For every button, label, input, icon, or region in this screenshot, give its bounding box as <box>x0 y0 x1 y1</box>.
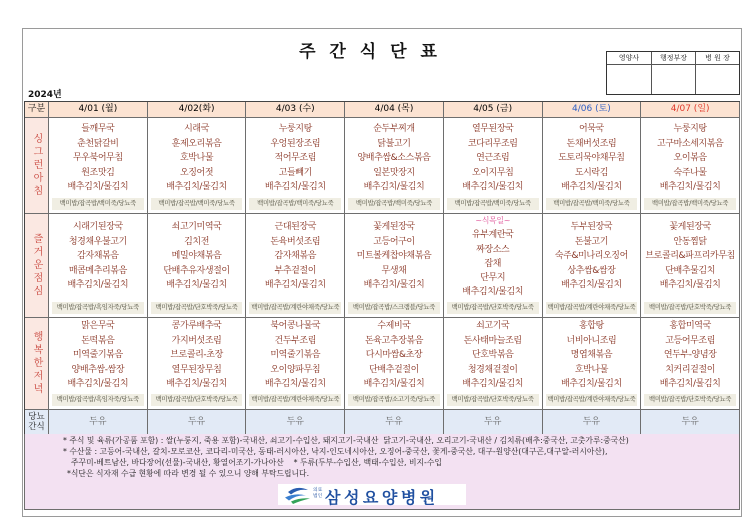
menu-item: 브로콜리&파프리카무침 <box>645 251 735 261</box>
rice-options: 백미밥/잡곡밥/계란야채죽/당뇨죽 <box>249 302 341 314</box>
rice-options: 백미밥/잡곡밥/단호박죽/당뇨죽 <box>447 302 539 314</box>
day-label: 4/03 (수) <box>275 104 315 114</box>
menu-item: 어묵국 <box>578 124 604 134</box>
meal-label: 즐거운점심 <box>31 233 42 298</box>
snack-item: 두유 <box>345 410 444 435</box>
menu-item: 배추김치/물김치 <box>363 280 425 290</box>
origin-note-soy: * 두류(두부-수입산, 백태-수입산, 비지-수입 <box>293 458 442 467</box>
menu-item: 오징어젓 <box>179 167 214 178</box>
day-header <box>444 102 543 118</box>
rice-options: 백미밥/잡곡밥/단호박죽/당뇨죽 <box>151 394 243 406</box>
rice-options: 백미밥/잡곡밥/흑임자죽/당뇨죽 <box>52 302 144 314</box>
menu-items <box>444 118 542 195</box>
menu-item: 오이양파무침 <box>270 364 321 375</box>
menu-item: 수제비국 <box>377 321 411 331</box>
menu-items <box>641 318 739 392</box>
menu-item: 감자채볶음 <box>274 251 317 261</box>
hospital-emblem-icon <box>283 486 311 504</box>
menu-items <box>641 214 739 293</box>
menu-item: 양배추쌈-쌈장 <box>71 364 125 375</box>
snack-label-cell <box>25 410 49 435</box>
menu-item: 배추김치/물김치 <box>561 379 622 389</box>
rice-options: 백미밥/잡곡밥/백미죽/당뇨죽 <box>348 198 440 210</box>
menu-items <box>345 118 443 195</box>
menu-item: 열무된장국 <box>471 124 514 134</box>
menu-item: 돈채버섯조림 <box>566 138 617 149</box>
rice-options: 백미밥/잡곡밥/백미죽/당뇨죽 <box>151 198 243 210</box>
menu-item: 배추김치/물김치 <box>462 182 524 192</box>
menu-item: 다시마쌈&초장 <box>365 350 423 360</box>
menu-item: 단배추물김치 <box>665 265 716 276</box>
menu-cell <box>246 214 345 318</box>
day-header <box>641 102 740 118</box>
snack-item: 두유 <box>444 410 543 435</box>
menu-cell <box>444 318 543 410</box>
menu-item: 배추김치/물김치 <box>166 379 227 389</box>
snack-label: 당뇨간식 <box>28 412 45 432</box>
origin-note-seafood: * 수산물 : 고등어-국내산, 갈치-모로코산, 코다리-미국산, 동태-러시아산, 낙지-인도네시아산, 오징어-중국산, 꽃게-중국산, 대구-원양산(대구곤,대구알-러시아산), <box>63 447 608 456</box>
menu-items <box>49 214 147 293</box>
menu-item: 들깨무국 <box>81 124 115 134</box>
menu-item: 고등어구이 <box>373 236 415 247</box>
menu-items <box>246 214 344 293</box>
menu-item: 건두부조림 <box>274 335 317 346</box>
menu-item: 고등어무조림 <box>665 335 716 346</box>
menu-item: 홍합탕 <box>578 321 604 331</box>
menu-items <box>641 118 739 195</box>
rice-options: 백미밥/잡곡밥/단호박죽/당뇨죽 <box>644 394 736 406</box>
menu-items <box>246 118 344 195</box>
meal-label-cell <box>25 318 49 410</box>
hospital-prefix: 의료법인 <box>313 488 323 499</box>
menu-item: 연두부-양념장 <box>663 350 717 360</box>
rice-options: 백미밥/잡곡밥/백미죽/당뇨죽 <box>52 198 144 210</box>
hospital-name: 삼성요양병원 <box>325 488 439 507</box>
hospital-logo <box>278 484 466 505</box>
snack-item: 두유 <box>543 410 642 435</box>
menu-item: 매콤메추리볶음 <box>68 265 127 276</box>
menu-cell <box>345 318 444 410</box>
menu-items <box>345 214 443 293</box>
menu-cell <box>49 118 148 214</box>
menu-item: 훈제오리볶음 <box>171 138 222 149</box>
menu-item: 누룽지탕 <box>673 124 707 134</box>
menu-item: 브로콜리-초장 <box>170 350 223 360</box>
menu-cell <box>641 318 740 410</box>
menu-item: 배추김치/물김치 <box>561 280 622 290</box>
day-header <box>49 102 148 118</box>
menu-cell <box>444 214 543 318</box>
menu-items <box>444 214 542 300</box>
menu-item: 꽃게된장국 <box>669 222 711 232</box>
menu-items <box>148 118 246 195</box>
origin-note-meat: * 주식 및 육류(가공품 포함) : 쌀(누룽지, 죽용 포함)-국내산, 쇠고기-수입산, 돼지고기-국내산 닭고기-국내산, 오리고기-국내산 / 김치류(배추:중국산, 고춧가루:중국산) <box>63 436 629 445</box>
rice-options: 백미밥/잡곡밥/계란야채죽/당뇨죽 <box>546 394 638 406</box>
menu-item: 배추김치/물김치 <box>561 182 622 192</box>
menu-item: 상추쌈&쌈장 <box>567 265 616 276</box>
menu-item: 숙주나물 <box>673 167 707 178</box>
menu-item: 배추김치/물김치 <box>462 379 524 389</box>
menu-cell <box>148 214 247 318</box>
menu-item: 두부된장국 <box>570 222 613 232</box>
menu-item: 오이지무침 <box>471 167 514 178</box>
rice-options: 백미밥/잡곡밥/흑임자죽/당뇨죽 <box>52 394 144 406</box>
menu-item: 돈육고추장볶음 <box>364 335 424 346</box>
day-header <box>246 102 345 118</box>
menu-item: 미트볼케찹야채볶음 <box>356 251 432 261</box>
menu-items <box>148 318 246 392</box>
menu-cell <box>49 318 148 410</box>
meal-label-cell <box>25 118 49 214</box>
day-header <box>345 102 444 118</box>
menu-item: 우엉된장조림 <box>270 138 321 149</box>
approval-admin-label: 행정부장 <box>652 52 696 65</box>
origin-note-gap <box>284 458 294 467</box>
rice-options: 백미밥/잡곡밥/백미죽/당뇨죽 <box>644 198 736 210</box>
rice-options: 백미밥/잡곡밥/계란야채죽/당뇨죽 <box>546 302 638 314</box>
approval-dietitian-sign <box>607 65 652 94</box>
menu-item: 쇠고기미역국 <box>171 222 222 232</box>
menu-item: 돈사태마늘조림 <box>463 335 522 346</box>
approval-dietitian-label: 영양사 <box>607 52 652 65</box>
menu-cell <box>641 118 740 214</box>
menu-item: 짜장소스 <box>476 244 510 255</box>
day-label: 4/07 (일) <box>670 104 710 114</box>
header-category-cell <box>25 102 49 118</box>
menu-item: 순두부찌개 <box>373 124 415 134</box>
menu-item: 도시락김 <box>574 167 609 178</box>
menu-item: 미역줄기볶음 <box>72 350 123 360</box>
menu-item: 치커리겉절이 <box>665 364 716 375</box>
menu-item: 배추김치/물김치 <box>166 280 227 290</box>
page-title: 주 간 식 단 표 <box>299 42 441 62</box>
menu-cell <box>148 318 247 410</box>
menu-item: 배추김치/물김치 <box>462 287 524 298</box>
rice-options: 백미밥/잡곡밥/백미죽/당뇨죽 <box>249 198 341 210</box>
menu-item: 단배추유자생절이 <box>163 265 230 276</box>
menu-item: 도토리묵야채무침 <box>558 153 625 163</box>
menu-item: 시래국 <box>184 124 209 134</box>
menu-item: 무생채 <box>381 265 407 276</box>
menu-cell <box>543 118 642 214</box>
day-header <box>148 102 247 118</box>
menu-item: 고들빼기 <box>278 167 312 178</box>
rice-options: 백미밥/잡곡밥/단호박죽/당뇨죽 <box>447 394 539 406</box>
menu-item: 쇠고기국 <box>476 321 510 331</box>
meal-label: 행복한저녁 <box>31 331 42 396</box>
menu-item: 배추김치/물김치 <box>363 379 425 389</box>
menu-item: 김치전 <box>184 236 209 247</box>
menu-cell <box>641 214 740 318</box>
menu-item: 배추김치/물김치 <box>67 280 129 290</box>
menu-item: 명엽채볶음 <box>570 350 613 360</box>
menu-items <box>543 318 641 392</box>
menu-item: 미역줄기볶음 <box>270 350 321 360</box>
menu-item: 호박나물 <box>179 153 214 163</box>
menu-items <box>49 118 147 195</box>
menu-item: 가지버섯조림 <box>171 335 222 346</box>
menu-item: 단호박볶음 <box>471 350 514 360</box>
menu-item: 적어무조림 <box>274 153 317 163</box>
snack-item: 두유 <box>148 410 247 435</box>
menu-item: 돈육버섯조림 <box>270 236 321 247</box>
menu-item: 맑은무국 <box>81 321 115 331</box>
menu-cell <box>543 214 642 318</box>
menu-item: 배추김치/물김치 <box>67 182 129 192</box>
day-label: 4/02(화) <box>178 104 215 114</box>
menu-item: 열무된장무침 <box>171 364 222 375</box>
menu-items <box>49 318 147 392</box>
special-note: ~식목일~ <box>475 216 510 225</box>
menu-item: 시래기된장국 <box>72 222 123 232</box>
menu-cell <box>49 214 148 318</box>
meal-label-cell <box>25 214 49 318</box>
category-label: 구분 <box>27 104 46 114</box>
menu-item: 단무지 <box>480 273 506 284</box>
menu-item: 홍합미역국 <box>669 321 711 331</box>
rice-options: 백미밥/잡곡밥/단호박죽/당뇨죽 <box>644 302 736 314</box>
menu-item: 북어콩나물국 <box>270 321 321 331</box>
menu-items <box>543 214 641 293</box>
menu-item: 닭불고기 <box>377 138 411 149</box>
menu-items <box>345 318 443 392</box>
menu-items <box>246 318 344 392</box>
rice-options: 백미밥/잡곡밥/백미죽/당뇨죽 <box>546 198 638 210</box>
year-label: 2024년 <box>28 90 62 100</box>
approval-admin-sign <box>652 65 696 94</box>
approval-director-sign <box>696 65 739 94</box>
menu-item: 춘천닭갈비 <box>77 138 119 149</box>
menu-item: 안동찜닭 <box>673 236 707 247</box>
menu-item: 일본맛장지 <box>373 167 415 178</box>
day-label: 4/05 (금) <box>473 104 513 114</box>
menu-item: 근대된장국 <box>274 222 317 232</box>
menu-cell <box>543 318 642 410</box>
menu-item: 청경채겉절이 <box>467 364 518 375</box>
menu-cell <box>444 118 543 214</box>
menu-item: 단배추겉절이 <box>369 364 419 375</box>
menu-item: 무우북어무침 <box>72 153 123 163</box>
menu-item: 배추김치/물김치 <box>659 182 721 192</box>
menu-item: 메밀야채볶음 <box>171 251 222 261</box>
menu-item: 너비아니조림 <box>566 335 617 346</box>
origin-note-seafood-more: 주꾸미-베트남산, 바다장어(선물)-국내산, 황열어조기-가나아산 <box>71 458 284 467</box>
day-header <box>543 102 642 118</box>
day-label: 4/01 (월) <box>78 104 118 114</box>
approval-box <box>606 51 740 95</box>
day-label: 4/04 (목) <box>374 104 414 114</box>
menu-cell <box>345 214 444 318</box>
snack-item: 두유 <box>49 410 148 435</box>
menu-items <box>148 214 246 293</box>
menu-item: 배추김치/물김치 <box>659 379 721 389</box>
rice-options: 백미밥/잡곡밥/백미죽/당뇨죽 <box>447 198 539 210</box>
menu-item: 청경채우불고기 <box>68 236 127 247</box>
menu-item: 배추김치/물김치 <box>264 182 326 192</box>
day-label: 4/06 (토) <box>572 104 611 114</box>
origin-note-seafood-cont <box>71 457 442 468</box>
snack-item: 두유 <box>641 410 740 435</box>
menu-item: 배추김치/물김치 <box>264 280 326 290</box>
menu-item: 배추김치/물김치 <box>264 379 326 389</box>
menu-item: 코다리무조림 <box>467 138 518 149</box>
menu-item: 누룽지탕 <box>278 124 312 134</box>
menu-item: 유부계란국 <box>471 230 514 241</box>
menu-cell <box>345 118 444 214</box>
menu-item: 배추김치/물김치 <box>67 379 129 389</box>
rice-options: 백미밥/잡곡밥/스크램블/당뇨죽 <box>348 302 440 314</box>
menu-item: 숙주&미나리오징어 <box>554 251 628 261</box>
menu-item: 돈떡볶음 <box>81 335 115 346</box>
rice-options: 백미밥/잡곡밥/단호박죽/당뇨죽 <box>151 302 243 314</box>
menu-item: 오이볶음 <box>673 153 707 163</box>
menu-item: 잡채 <box>484 258 501 269</box>
rice-options: 백미밥/잡곡밥/계란야채죽/당뇨죽 <box>249 394 341 406</box>
menu-cell <box>246 318 345 410</box>
menu-item: 호박나물 <box>574 364 609 375</box>
menu-cell <box>246 118 345 214</box>
menu-item: 양배추쌈&소스볶음 <box>357 153 431 163</box>
menu-item: 부추겉절이 <box>274 265 317 276</box>
menu-item: 원조맛김 <box>81 167 115 178</box>
menu-item: 콩가루배추국 <box>171 321 222 331</box>
menu-item: 고구마소세지볶음 <box>656 138 724 149</box>
approval-director-label: 병 원 장 <box>696 52 739 65</box>
meal-label: 싱그런아침 <box>31 133 42 198</box>
menu-items <box>543 118 641 195</box>
menu-item: 돈불고기 <box>574 236 609 247</box>
menu-item: 배추김치/물김치 <box>659 280 721 290</box>
snack-item: 두유 <box>246 410 345 435</box>
menu-cell <box>148 118 247 214</box>
rice-options: 백미밥/잡곡밥/소고기죽/당뇨죽 <box>348 394 440 406</box>
menu-items <box>444 318 542 392</box>
menu-item: 연근조림 <box>476 153 510 163</box>
menu-item: 배추김치/물김치 <box>363 182 425 192</box>
weekly-menu-table <box>24 101 740 435</box>
menu-item: 감자채볶음 <box>77 251 119 261</box>
menu-change-notice: *식단은 식자재 수급 현황에 따라 변경 될 수 있으니 양해 부탁드립니다. <box>67 469 310 478</box>
menu-item: 꽃게된장국 <box>373 222 415 232</box>
menu-item: 배추김치/물김치 <box>166 182 227 192</box>
